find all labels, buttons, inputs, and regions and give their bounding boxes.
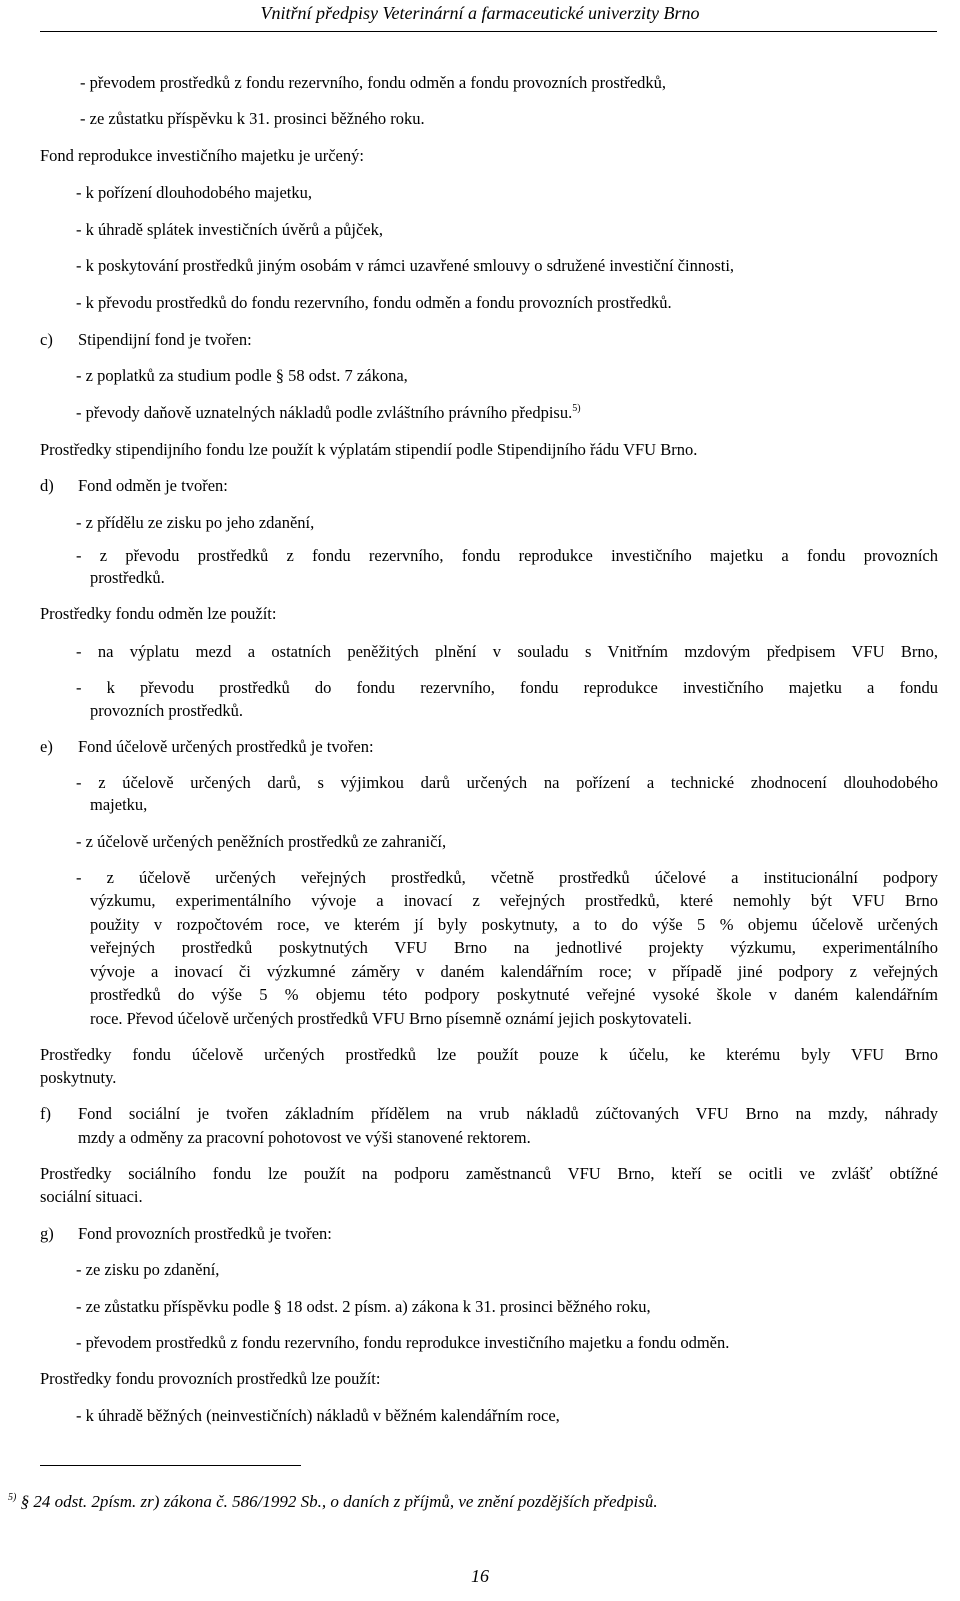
section-heading: Fond sociální je tvořen základním přídělem na vrub nákladů zúčtovaných VFU Brno na mzdy, náhrady xyxy=(78,1104,938,1123)
list-item: - z účelově určených peněžních prostředků ze zahraničí, xyxy=(76,832,447,851)
footnote-separator xyxy=(40,1465,301,1466)
footnote-mark: 5) xyxy=(8,1492,17,1503)
paragraph: Prostředky fondu účelově určených prostředků lze použít pouze k účelu, ke kterému byly VFU Brno xyxy=(40,1045,938,1064)
section-letter: d) xyxy=(40,476,54,495)
list-item-cont: vývoje a inovací či výzkumné záměry v daném kalendářním roce; v případě jiné podpory z veřejných xyxy=(90,962,938,981)
footnote-text: § 24 odst. 2písm. zr) zákona č. 586/1992 Sb., o daních z příjmů, ve znění pozdějších předpisů. xyxy=(20,1492,658,1511)
list-item: - z převodu prostředků z fondu rezervního, fondu reprodukce investičního majetku a fondu provozních xyxy=(76,546,938,565)
list-item-text: - převody daňově uznatelných nákladů podle zvláštního právního předpisu. xyxy=(76,403,573,422)
section-heading-cont: mzdy a odměny za pracovní pohotovost ve výši stanovené rektorem. xyxy=(78,1128,531,1147)
list-item: - ze zůstatku příspěvku k 31. prosinci běžného roku. xyxy=(80,109,425,128)
list-item xyxy=(76,401,581,425)
list-item-cont: roce. Převod účelově určených prostředků VFU Brno písemně oznámí jejich poskytovateli. xyxy=(90,1009,692,1028)
list-item: - k pořízení dlouhodobého majetku, xyxy=(76,183,312,202)
paragraph-cont: poskytnuty. xyxy=(40,1068,117,1087)
list-item: - k poskytování prostředků jiným osobám v rámci uzavřené smlouvy o sdružené investiční činnosti, xyxy=(76,256,735,275)
section-letter: f) xyxy=(40,1104,51,1123)
list-item: - k úhradě běžných (neinvestičních) nákladů v běžném kalendářním roce, xyxy=(76,1406,560,1425)
list-item-cont: prostředků. xyxy=(90,568,165,587)
page-number: 16 xyxy=(471,1566,489,1586)
section-letter: c) xyxy=(40,330,53,349)
list-item: - k úhradě splátek investičních úvěrů a půjček, xyxy=(76,220,383,239)
paragraph: Prostředky stipendijního fondu lze použít k výplatám stipendií podle Stipendijního řádu VFU Brno. xyxy=(40,440,698,459)
footnote xyxy=(8,1490,658,1514)
header-rule xyxy=(40,31,937,32)
list-item: - ze zisku po zdanění, xyxy=(76,1260,220,1279)
list-item: - převodem prostředků z fondu rezervního, fondu reprodukce investičního majetku a fondu odměn. xyxy=(76,1333,730,1352)
list-item: - k převodu prostředků do fondu rezervního, fondu reprodukce investičního majetku a fondu xyxy=(76,678,938,697)
section-heading: Fond účelově určených prostředků je tvořen: xyxy=(78,737,374,756)
list-item: - z účelově určených darů, s výjimkou darů určených na pořízení a technické zhodnocení dlouhodobého xyxy=(76,773,938,792)
section-letter: e) xyxy=(40,737,53,756)
list-item: - ze zůstatku příspěvku podle § 18 odst. 2 písm. a) zákona k 31. prosinci běžného roku, xyxy=(76,1297,651,1316)
paragraph: Prostředky sociálního fondu lze použít na podporu zaměstnanců VFU Brno, kteří se ocitli ve zvlášť obtížné xyxy=(40,1164,938,1183)
list-item-cont: výzkumu, experimentálního vývoje a inovací z veřejných prostředků, které nemohly být VFU Brno xyxy=(90,891,938,910)
list-item: - z přídělu ze zisku po jeho zdanění, xyxy=(76,513,315,532)
paragraph: Prostředky fondu provozních prostředků lze použít: xyxy=(40,1369,381,1388)
list-item: - na výplatu mezd a ostatních peněžitých plnění v souladu s Vnitřním mzdovým předpisem VFU Brno, xyxy=(76,642,938,661)
list-item-cont: prostředků do výše 5 % objemu této podpory poskytnuté veřejné vysoké škole v daném kalendářním xyxy=(90,985,938,1004)
list-item-cont: veřejných prostředků poskytnutých VFU Brno na jednotlivé projekty výzkumu, experimentálního xyxy=(90,938,938,957)
section-heading: Fond provozních prostředků je tvořen: xyxy=(78,1224,332,1243)
section-heading: Stipendijní fond je tvořen: xyxy=(78,330,252,349)
page-header: Vnitřní předpisy Veterinární a farmaceutické univerzity Brno xyxy=(260,3,700,23)
paragraph-cont: sociální situaci. xyxy=(40,1187,143,1206)
section-letter: g) xyxy=(40,1224,54,1243)
list-item-cont: použity v rozpočtovém roce, ve kterém jí byly poskytnuty, a to do výše 5 % objemu účelově určených xyxy=(90,915,938,934)
footnote-ref: 5) xyxy=(572,403,581,414)
list-item: - z účelově určených veřejných prostředků, včetně prostředků účelové a institucionální podpory xyxy=(76,868,938,887)
paragraph: Prostředky fondu odměn lze použít: xyxy=(40,604,277,623)
list-item-cont: provozních prostředků. xyxy=(90,701,244,720)
list-item: - z poplatků za studium podle § 58 odst. 7 zákona, xyxy=(76,366,408,385)
list-item-cont: majetku, xyxy=(90,795,148,814)
section-heading: Fond odměn je tvořen: xyxy=(78,476,228,495)
paragraph: Fond reprodukce investičního majetku je určený: xyxy=(40,146,364,165)
list-item: - k převodu prostředků do fondu rezervního, fondu odměn a fondu provozních prostředků. xyxy=(76,293,672,312)
list-item: - převodem prostředků z fondu rezervního, fondu odměn a fondu provozních prostředků, xyxy=(80,73,667,92)
